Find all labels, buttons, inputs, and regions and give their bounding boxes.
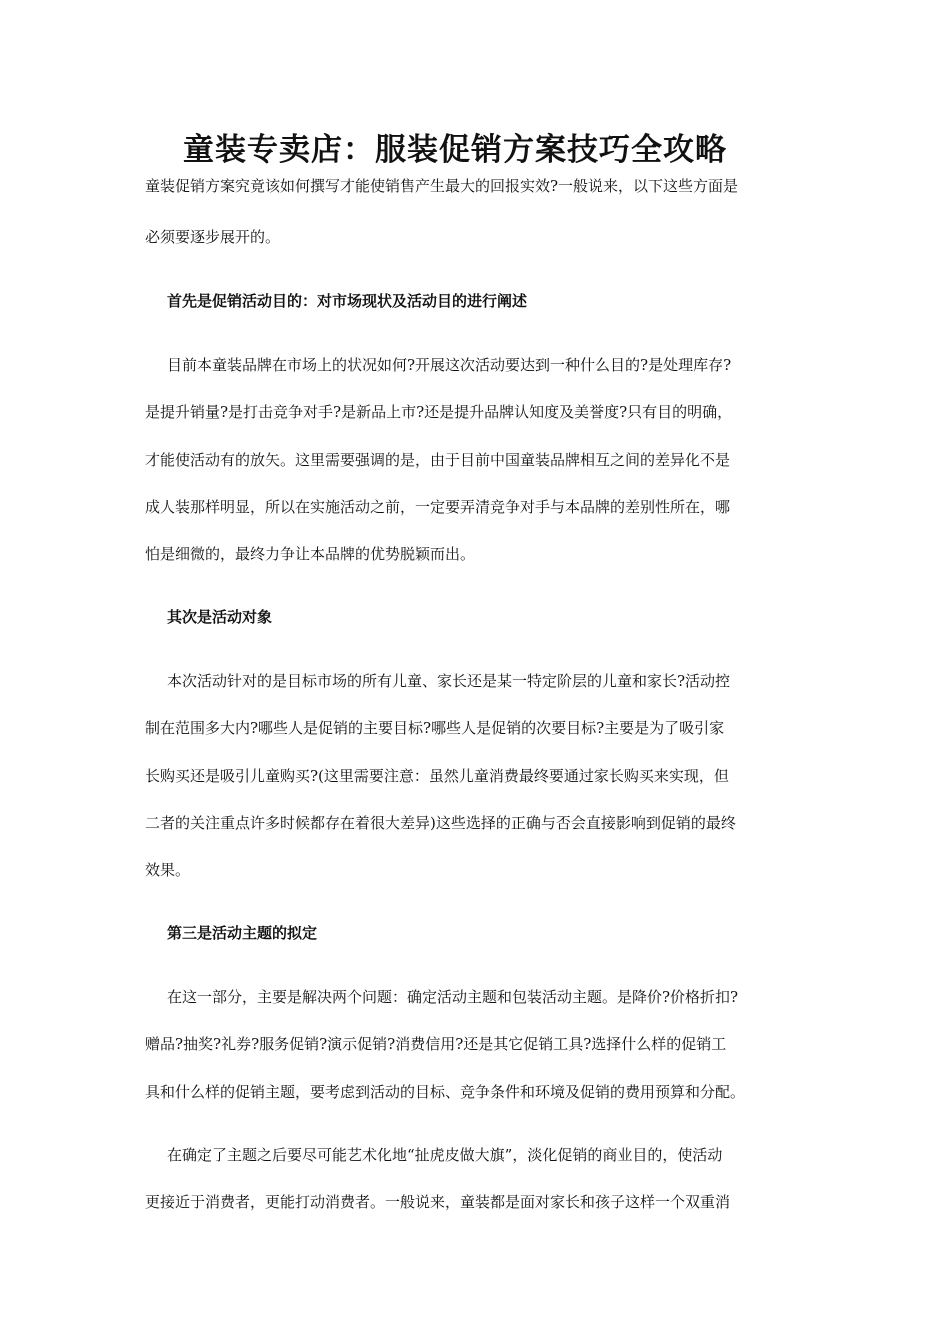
section-3-para-1-line-2: 赠品?抽奖?礼券?服务促销?演示促销?消费信用?还是其它促销工具?选择什么样的促销工 xyxy=(145,1035,727,1053)
section-2-line-1: 本次活动针对的是目标市场的所有儿童、家长还是某一特定阶层的儿童和家长?活动控 xyxy=(167,672,731,690)
section-2-heading: 其次是活动对象 xyxy=(167,608,273,626)
section-3-para-2-line-1: 在确定了主题之后要尽可能艺术化地“扯虎皮做大旗”，淡化促销的商业目的，使活动 xyxy=(167,1146,723,1164)
section-3-heading: 第三是活动主题的拟定 xyxy=(167,924,318,942)
section-1-line-2: 是提升销量?是打击竞争对手?是新品上市?还是提升品牌认知度及美誉度?只有目的明确， xyxy=(145,403,733,421)
section-1-line-3: 才能使活动有的放矢。这里需要强调的是，由于目前中国童装品牌相互之间的差异化不是 xyxy=(145,451,731,469)
section-1-line-4: 成人装那样明显，所以在实施活动之前，一定要弄清竞争对手与本品牌的差别性所在，哪 xyxy=(145,498,731,516)
section-2-line-4: 二者的关注重点许多时候都存在着很大差异)这些选择的正确与否会直接影响到促销的最终 xyxy=(145,814,736,832)
document-title: 童装专卖店：服装促销方案技巧全攻略 xyxy=(183,132,727,168)
intro-line-2: 必须要逐步展开的。 xyxy=(145,228,281,246)
section-2-line-5: 效果。 xyxy=(145,861,191,879)
section-3-para-2-line-2: 更接近于消费者，更能打动消费者。一般说来，童装都是面对家长和孩子这样一个双重消 xyxy=(145,1193,731,1211)
section-2-line-2: 制在范围多大内?哪些人是促销的主要目标?哪些人是促销的次要目标?主要是为了吸引家 xyxy=(145,719,725,737)
section-1-line-1: 目前本童装品牌在市场上的状况如何?开展这次活动要达到一种什么目的?是处理库存? xyxy=(167,356,732,374)
section-3-para-1-line-1: 在这一部分，主要是解决两个问题：确定活动主题和包装活动主题。是降价?价格折扣? xyxy=(167,988,739,1006)
section-3-para-1-line-3: 具和什么样的促销主题，要考虑到活动的目标、竞争条件和环境及促销的费用预算和分配。 xyxy=(145,1083,746,1101)
section-1-heading: 首先是促销活动目的：对市场现状及活动目的进行阐述 xyxy=(167,292,528,310)
section-1-line-5: 怕是细微的，最终力争让本品牌的优势脱颖而出。 xyxy=(145,545,476,563)
intro-line-1: 童装促销方案究竟该如何撰写才能使销售产生最大的回报实效?一般说来，以下这些方面是 xyxy=(145,177,739,195)
section-2-line-3: 长购买还是吸引儿童购买?(这里需要注意：虽然儿童消费最终要通过家长购买来实现，但 xyxy=(145,767,729,785)
